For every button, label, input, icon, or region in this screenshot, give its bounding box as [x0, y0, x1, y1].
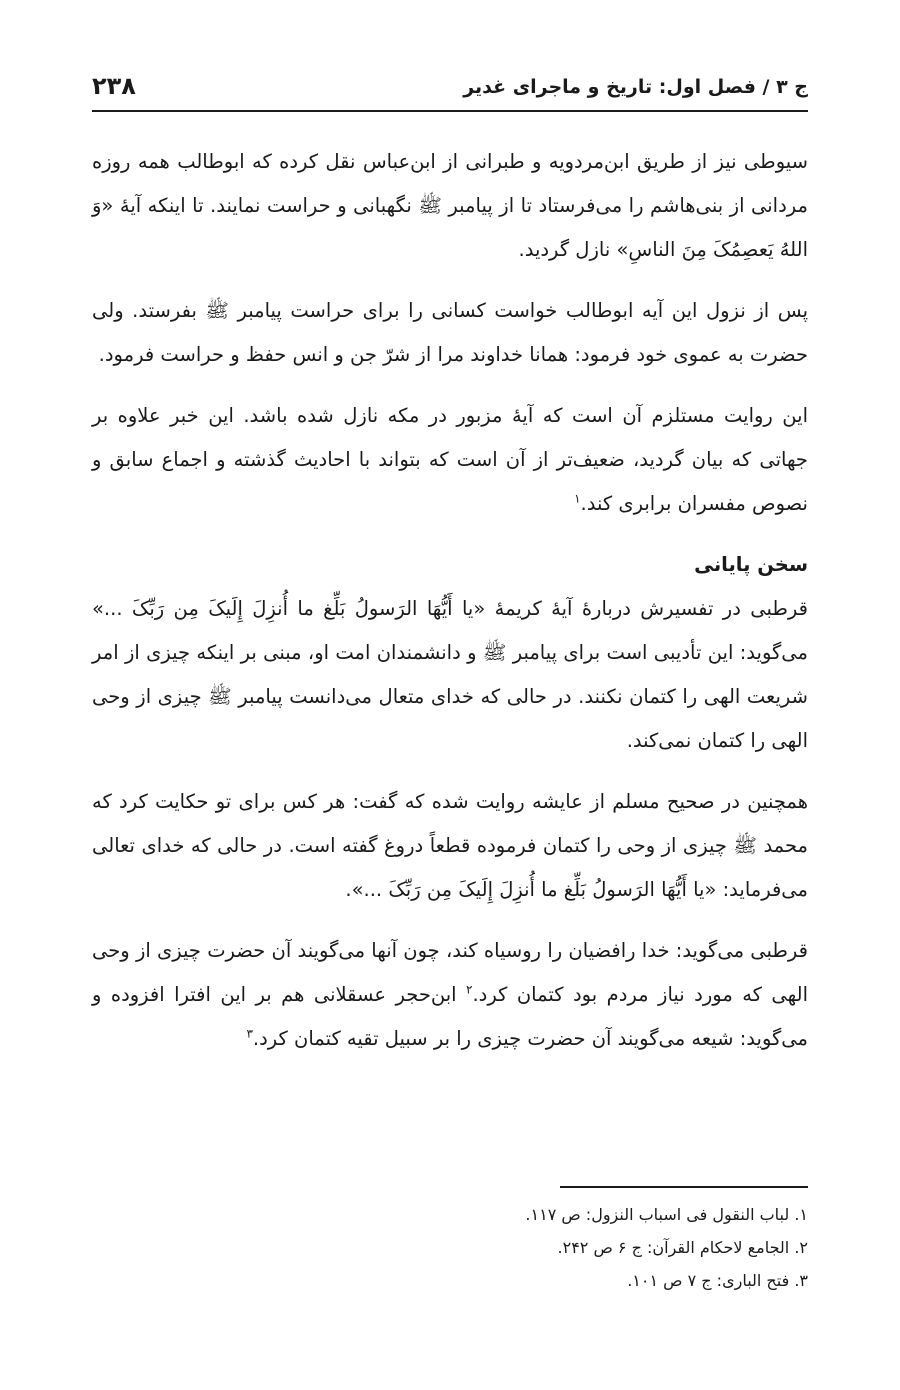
- paragraph-narration-text: این روایت مستلزم آن است که آیهٔ مزبور در مکه نازل شده باشد. این خبر علاوه بر جهاتی که بیان گردید، ضعیف‌تر از آن است که بتواند با احادیث گذشته و اجماع سابق و نصوص مفسران برابری کند.: [92, 404, 808, 515]
- page-header: [92, 70, 808, 112]
- paragraph-part-2: ابن‌حجر عسقلانی هم بر این افترا افزوده و می‌گوید: شیعه می‌گویند آن حضرت چیزی را بر سبیل تقیه کتمان کرد.: [92, 983, 808, 1050]
- footnote-3: ۳. فتح الباری: ج ۷ ص ۱۰۱.: [627, 1271, 808, 1290]
- paragraph-qurtubi-tafsir: قرطبی در تفسیرش دربارهٔ آیهٔ کریمهٔ «یا أَیُّهَا الرَسولُ بَلِّغ ما أُنزِلَ إِلَیکَ مِن رَبِّکَ ...» می‌گوید: این تأدیبی است برای پیامبر ﷺ و دانشمندان امت او، مبنی بر اینکه چیزی از امر شریعت الهی را کتمان نکنند. در حالی که خدای متعال می‌دانست پیامبر ﷺ چیزی از وحی الهی را کتمان نمی‌کند.: [92, 597, 808, 752]
- page-number: ۲۳۸: [92, 72, 136, 100]
- footnotes: [400, 1198, 808, 1297]
- section-heading: سخن پایانی: [694, 553, 808, 576]
- paragraph-qurtubi-rafidis: [92, 929, 808, 1061]
- footnote-2: ۲. الجامع لاحکام القرآن: ج ۶ ص ۲۴۲.: [557, 1238, 808, 1257]
- main-text: [92, 140, 808, 1061]
- paragraph-suyuti: سیوطی نیز از طریق ابن‌مردویه و طبرانی از ابن‌عباس نقل کرده که ابوطالب همه روزه مردانی از بنی‌هاشم را می‌فرستاد تا از پیامبر ﷺ نگهبانی و حراست نمایند. تا اینکه آیهٔ «وَ اللهُ یَعصِمُکَ مِنَ الناسِ» نازل گردید.: [92, 150, 808, 261]
- paragraph-part-1: قرطبی می‌گوید: خدا رافضیان را روسیاه کند، چون آنها می‌گویند آن حضرت چیزی از وحی الهی که مورد نیاز مردم بود کتمان کرد.: [92, 939, 808, 1006]
- paragraph-sahih-muslim: همچنین در صحیح مسلم از عایشه روایت شده که گفت: هر کس برای تو حکایت کرد که محمد ﷺ چیزی از وحی را کتمان فرموده قطعاً دروغ گفته است. در حالی که خدای تعالی می‌فرماید: «یا أَیُّهَا الرَسولُ بَلِّغ ما أُنزِلَ إِلَیکَ مِن رَبِّکَ ...».: [92, 790, 808, 901]
- footnote-separator: [560, 1186, 808, 1188]
- footnote-marker-1: ۱: [574, 491, 581, 506]
- paragraph-narration-critique: [92, 394, 808, 526]
- footnote-marker-2: ۲: [466, 982, 473, 997]
- running-header-title: ج ۳ / فصل اول: تاریخ و ماجرای غدیر: [463, 76, 808, 98]
- footnote-marker-3: ۳: [246, 1026, 253, 1041]
- footnote-1: ۱. لباب النقول فی اسباب النزول: ص ۱۱۷.: [525, 1205, 808, 1224]
- paragraph-abutalib: پس از نزول این آیه ابوطالب خواست کسانی را برای حراست پیامبر ﷺ بفرستد. ولی حضرت به عموی خود فرمود: همانا خداوند مرا از شرّ جن و انس حفظ و حراست فرمود.: [92, 299, 808, 366]
- header-rule: [92, 110, 808, 112]
